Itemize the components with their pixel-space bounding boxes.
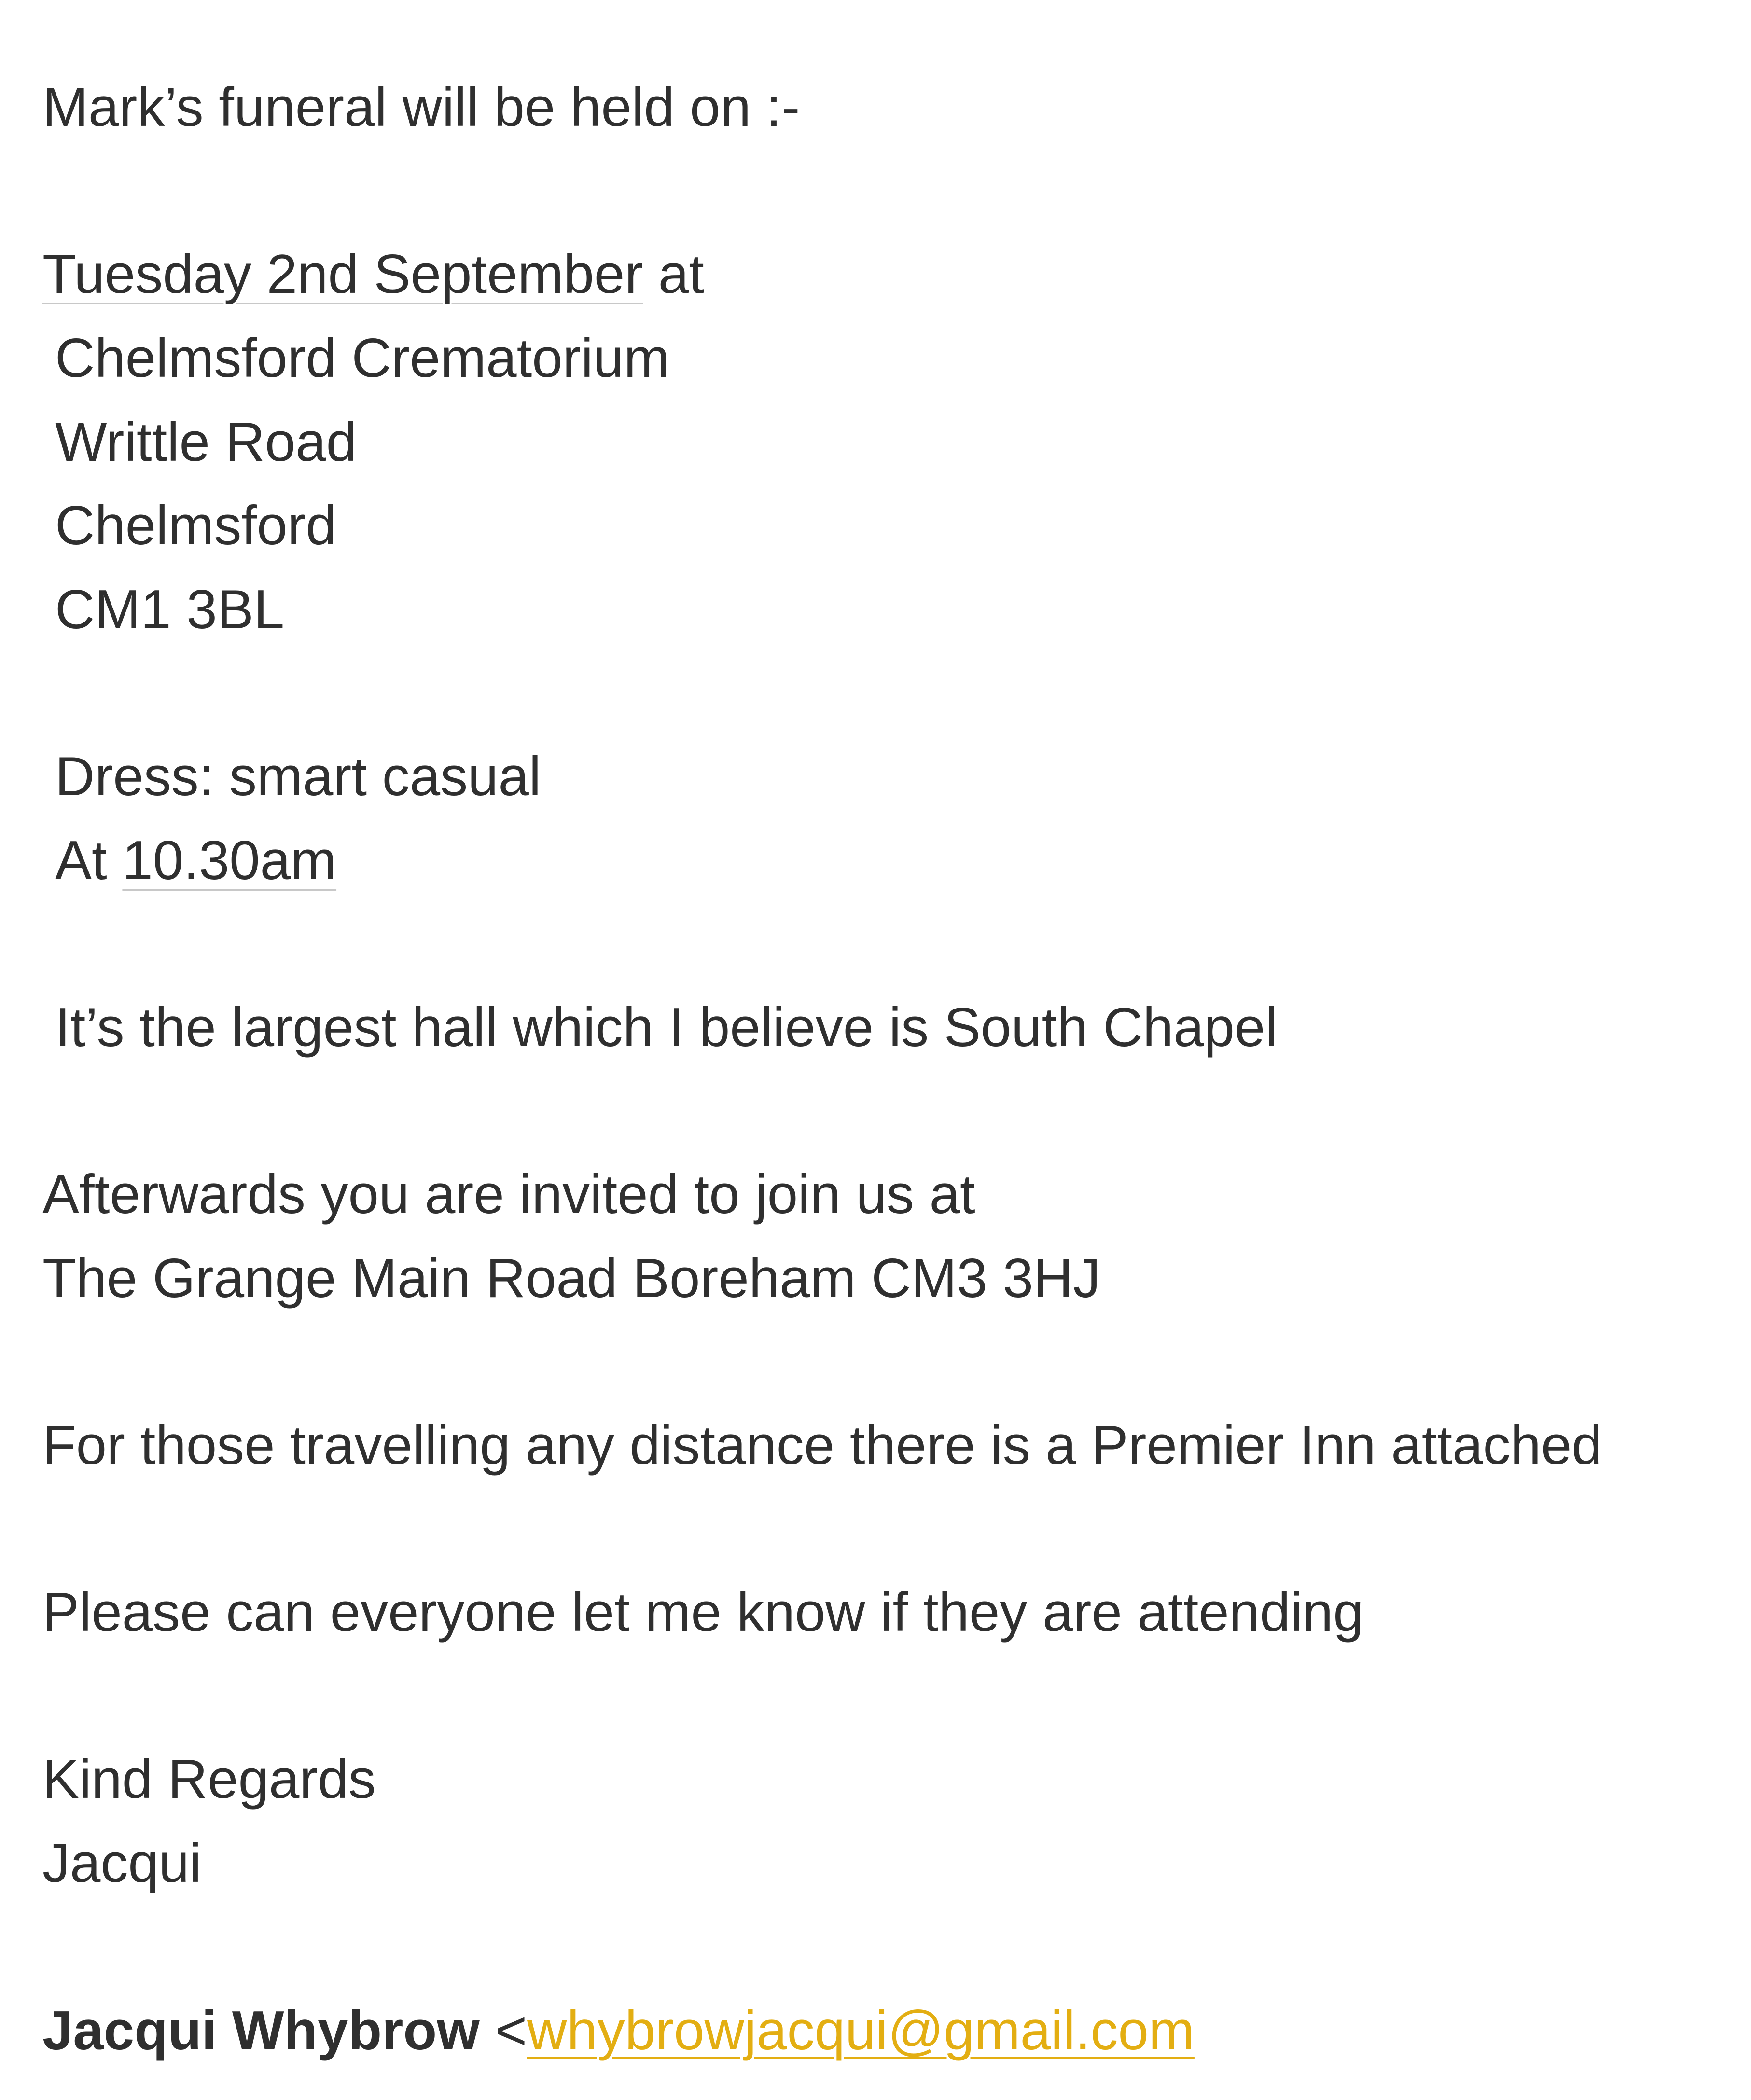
rsvp-note: Please can everyone let me know if they are attending xyxy=(42,1582,1364,1643)
closing-text: Kind Regards xyxy=(42,1749,376,1810)
sender-line xyxy=(42,1989,1195,2073)
time-line xyxy=(55,819,336,903)
hall-note: It’s the largest hall which I believe is South Chapel xyxy=(55,997,1278,1058)
date-line xyxy=(42,233,704,317)
date-suffix: at xyxy=(643,244,704,305)
intro-text: Mark’s funeral will be held on :- xyxy=(42,77,800,138)
travel-note: For those travelling any distance there is a Premier Inn attached xyxy=(42,1415,1602,1476)
afterwards-line-2: The Grange Main Road Boreham CM3 3HJ xyxy=(42,1248,1101,1309)
sender-email-link[interactable]: whybrowjacqui@gmail.com xyxy=(527,2000,1195,2061)
signoff-name: Jacqui xyxy=(42,1833,202,1894)
email-open-bracket: < xyxy=(479,2000,528,2061)
time-link[interactable]: 10.30am xyxy=(122,830,337,891)
afterwards-line-1: Afterwards you are invited to join us at xyxy=(42,1164,975,1225)
sender-name: Jacqui Whybrow xyxy=(42,2000,480,2061)
date-link[interactable]: Tuesday 2nd September xyxy=(42,244,643,305)
dress-code: Dress: smart casual xyxy=(55,746,542,807)
time-prefix: At xyxy=(55,830,123,891)
venue-name: Chelmsford Crematorium xyxy=(55,328,670,389)
venue-town: Chelmsford xyxy=(55,495,336,556)
venue-postcode: CM1 3BL xyxy=(55,579,285,640)
venue-street: Writtle Road xyxy=(55,412,357,473)
